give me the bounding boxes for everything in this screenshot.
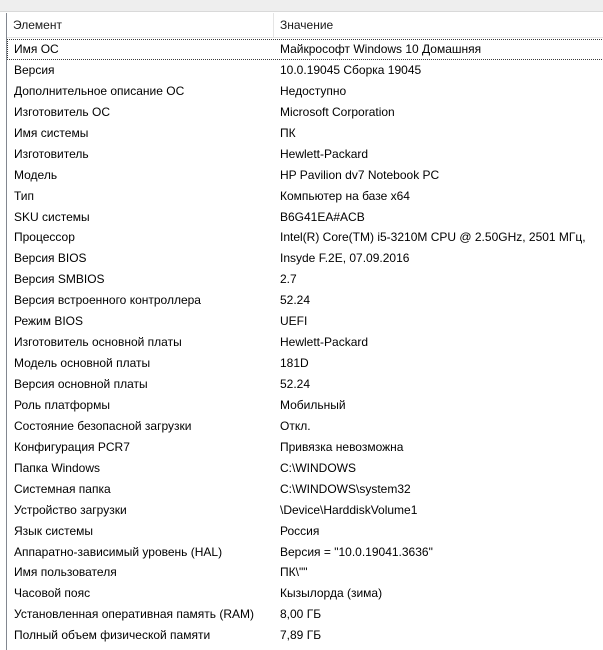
table-row[interactable]: [7, 500, 603, 521]
row-item-name: Дополнительное описание ОС: [14, 83, 185, 98]
table-row[interactable]: [7, 542, 603, 563]
row-item-name: Модель: [14, 167, 58, 182]
row-item-value: 2.7: [280, 272, 297, 287]
table-row[interactable]: [7, 395, 603, 416]
row-item-value: 52.24: [280, 293, 311, 308]
row-item-value: \Device\HarddiskVolume1: [280, 502, 418, 517]
row-item-value: 10.0.19045 Сборка 19045: [280, 62, 422, 77]
table-row[interactable]: [7, 625, 603, 646]
list-header: [7, 13, 603, 38]
list-rows: [7, 39, 603, 646]
row-item-value: Hewlett-Packard: [280, 146, 369, 161]
table-row[interactable]: [7, 60, 603, 81]
row-item-name: Полный объем физической памяти: [14, 628, 211, 643]
table-row[interactable]: [7, 562, 603, 583]
row-item-name: Изготовитель основной платы: [14, 335, 182, 350]
table-row[interactable]: [7, 311, 603, 332]
table-row[interactable]: [7, 144, 603, 165]
row-item-name: Системная папка: [14, 481, 111, 496]
row-item-name: Язык системы: [14, 523, 93, 538]
row-item-value: Кызылорда (зима): [280, 586, 383, 601]
table-row[interactable]: [7, 227, 603, 248]
row-item-name: Имя системы: [14, 125, 89, 140]
row-item-name: Версия основной платы: [14, 377, 148, 391]
row-item-name: Версия встроенного контроллера: [14, 293, 201, 308]
row-item-value: Insyde F.2E, 07.09.2016: [280, 251, 410, 266]
table-row[interactable]: [7, 458, 603, 479]
table-row[interactable]: [7, 604, 603, 625]
table-row[interactable]: [7, 186, 603, 207]
row-item-value: C:\WINDOWS: [280, 460, 356, 475]
row-item-value: Hewlett-Packard: [280, 335, 369, 350]
row-item-value: Откл.: [280, 418, 311, 433]
row-item-value: Версия = "10.0.19041.3636": [280, 544, 433, 559]
row-item-name: Модель основной платы: [14, 356, 151, 371]
row-item-value: ПК\"": [280, 565, 308, 580]
row-item-value: Россия: [280, 523, 320, 538]
table-row[interactable]: [7, 39, 603, 60]
row-item-name: Папка Windows: [14, 460, 100, 475]
table-row[interactable]: [7, 269, 603, 290]
row-item-name: Версия: [14, 62, 55, 77]
row-item-value: C:\WINDOWS\system32: [280, 481, 411, 496]
row-item-value: UEFI: [280, 314, 308, 329]
table-row[interactable]: [7, 207, 603, 228]
row-item-name: SKU системы: [14, 209, 90, 224]
table-row[interactable]: [7, 102, 603, 123]
row-item-name: Часовой пояс: [14, 586, 91, 601]
row-item-value: Microsoft Corporation: [280, 104, 395, 119]
row-item-value: Intel(R) Core(TM) i5-3210M CPU @ 2.50GHz, 2501 МГц,: [280, 230, 586, 245]
row-item-name: Роль платформы: [14, 397, 110, 412]
table-row[interactable]: [7, 374, 603, 395]
row-item-value: Мобильный: [280, 397, 346, 412]
row-item-name: Устройство загрузки: [14, 502, 127, 517]
row-item-name: Конфигурация PCR7: [14, 439, 130, 454]
table-row[interactable]: [7, 81, 603, 102]
row-item-value: ПК: [280, 125, 296, 140]
table-row[interactable]: [7, 416, 603, 437]
row-item-name: Аппаратно-зависимый уровень (HAL): [14, 544, 223, 559]
row-item-value: Привязка невозможна: [280, 439, 404, 454]
row-item-name: Процессор: [14, 230, 75, 245]
row-item-value: 7,89 ГБ: [280, 628, 322, 643]
row-item-name: Изготовитель: [14, 146, 89, 161]
row-item-name: Версия BIOS: [14, 251, 87, 266]
table-row[interactable]: [7, 248, 603, 269]
row-item-name: Имя ОС: [14, 42, 59, 56]
table-row[interactable]: [7, 290, 603, 311]
column-header-value[interactable]: Значение: [280, 18, 334, 32]
row-item-name: Имя пользователя: [14, 565, 117, 580]
row-item-name: Режим BIOS: [14, 314, 84, 329]
table-row[interactable]: [7, 437, 603, 458]
row-item-name: Изготовитель ОС: [14, 104, 110, 119]
row-item-name: Тип: [14, 188, 35, 203]
table-row[interactable]: [7, 353, 603, 374]
table-row[interactable]: [7, 479, 603, 500]
table-row[interactable]: [7, 521, 603, 542]
row-item-value: B6G41EA#ACB: [280, 209, 365, 224]
row-item-value: Недоступно: [280, 83, 347, 98]
row-item-value: Компьютер на базе x64: [280, 188, 410, 203]
system-summary-list[interactable]: [6, 13, 603, 650]
row-item-value: 181D: [280, 356, 309, 371]
table-row[interactable]: [7, 165, 603, 186]
row-item-value: 52.24: [280, 377, 311, 391]
row-item-name: Состояние безопасной загрузки: [14, 418, 192, 433]
column-header-name[interactable]: Элемент: [7, 13, 274, 37]
table-row[interactable]: [7, 583, 603, 604]
row-item-value: HP Pavilion dv7 Notebook PC: [280, 167, 440, 182]
row-item-value: 8,00 ГБ: [280, 607, 322, 622]
table-row[interactable]: [7, 123, 603, 144]
window-top-strip: [0, 0, 603, 12]
row-item-name: Установленная оперативная память (RAM): [14, 607, 254, 622]
table-row[interactable]: [7, 332, 603, 353]
row-item-name: Версия SMBIOS: [14, 272, 105, 287]
row-item-value: Майкрософт Windows 10 Домашняя: [280, 42, 482, 56]
